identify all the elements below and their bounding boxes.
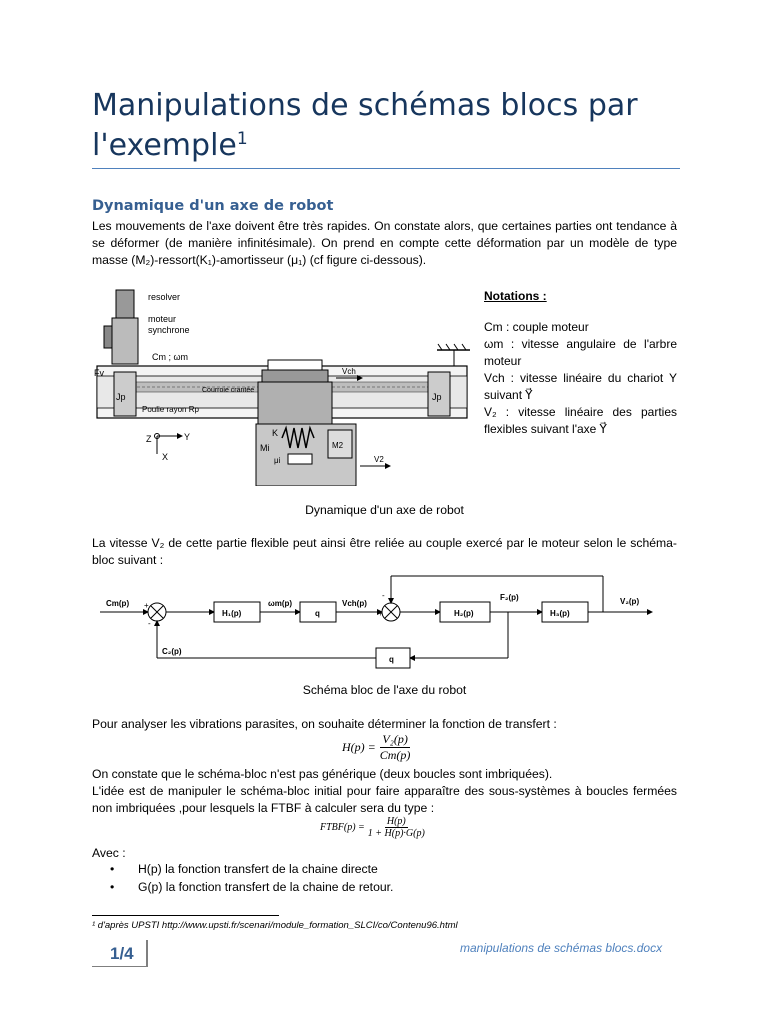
label-mi: Mi (260, 443, 270, 453)
title-divider (92, 168, 680, 169)
figure1-caption: Dynamique d'un axe de robot (305, 503, 464, 517)
page-title-text: Manipulations de schémas blocs par l'exemple (92, 88, 638, 163)
bd-v2: V₂(p) (620, 597, 640, 606)
bd-h2: H₂(p) (454, 609, 474, 618)
bullet-text: G(p) la fonction transfert de la chaine de retour. (138, 880, 394, 894)
label-synchrone: synchrone (148, 325, 190, 335)
notations-block (484, 288, 677, 438)
eq1-lhs: H(p) = (342, 740, 376, 754)
bd-h1: H₁(p) (222, 609, 242, 618)
label-jp-right: Jp (432, 392, 442, 402)
avec-label: Avec : (92, 846, 126, 860)
intro-paragraph: Les mouvements de l'axe doivent être très rapides. On constate alors, que certaines parties ont tendance à se déformer (de manière infinitésimale). On prend en compte cette déformation par un modèle de type masse (M₂)-ressort(K₁)-amortisseur (μ₁) (cf figure ci-dessous). (92, 219, 677, 267)
footnote-separator (92, 915, 279, 916)
bullet-dot-icon: • (110, 880, 115, 894)
bd-f2: F₂(p) (500, 593, 519, 602)
footnote-text[interactable]: ¹ d'après UPSTI http://www.upsti.fr/scenari/module_formation_SLCI/co/Contenu96.html (92, 920, 458, 931)
label-moteur: moteur (148, 314, 177, 324)
bullet-list (110, 860, 393, 896)
label-poulie: Poulie rayon Rp (142, 405, 199, 414)
equation-h (342, 732, 410, 763)
bd-plus2: + (378, 609, 383, 618)
eq2-numerator: H(p) (386, 816, 406, 827)
figure2-caption: Schéma bloc de l'axe du robot (302, 683, 467, 697)
block-diagram-intro: La vitesse V₂ de cette partie flexible peut ainsi être reliée au couple exercé par le moteur selon le schéma-bloc suivant : (92, 536, 677, 567)
label-v2: V2 (374, 455, 384, 464)
eq1-numerator: V₂(p) (382, 732, 408, 746)
list-item (110, 878, 393, 896)
bd-input: Cm(p) (106, 599, 130, 608)
label-resolver: resolver (148, 292, 181, 302)
footnote-mark[interactable]: 1 (236, 129, 248, 149)
bd-q2: q (389, 655, 394, 664)
label-k: K (272, 428, 279, 438)
notation-item: V₂ : vitesse linéaire des parties flexibles suivant l'axe Y⃗ (484, 405, 677, 436)
notation-item: ωm : vitesse angulaire de l'arbre moteur (484, 337, 677, 368)
label-courroie: Courroie crantée (202, 387, 255, 394)
notation-item: Cm : couple moteur (484, 320, 589, 334)
label-x: X (162, 452, 169, 462)
page-title (92, 86, 692, 166)
bd-plus1: + (144, 601, 149, 610)
not-generic-paragraph: On constate que le schéma-bloc n'est pas générique (deux boucles sont imbriquées). (92, 767, 553, 781)
bd-minus2: - (382, 591, 385, 600)
page-number-rule (92, 966, 148, 967)
idea-paragraph: L'idée est de manipuler le schéma-bloc initial pour faire apparaître des sous-systèmes à boucles fermées non imbriquées ,pour lesquels la FTBF à calculer sera du type : (92, 784, 677, 815)
notations-heading: Notations : (484, 289, 547, 303)
equation-ftbf (320, 816, 425, 839)
label-cm: Cm ; ωm (152, 352, 189, 362)
eq2-lhs: FTBF(p) = (320, 822, 365, 833)
bullet-text: H(p) la fonction transfert de la chaine directe (138, 862, 378, 876)
bd-h3: H₃(p) (550, 609, 570, 618)
bd-vch: Vch(p) (342, 599, 367, 608)
bd-wm: ωm(p) (268, 599, 293, 608)
label-z: Z (146, 434, 152, 444)
section-heading: Dynamique d'un axe de robot (92, 198, 334, 214)
label-jp-left: Jp (116, 392, 126, 402)
label-m2: M2 (332, 441, 344, 450)
label-fv: Fv (94, 368, 104, 378)
page-number-divider (146, 940, 148, 966)
label-vch: Vch (342, 367, 356, 376)
list-item (110, 860, 393, 878)
block-diagram (100, 568, 660, 673)
notation-item: Vch : vitesse linéaire du chariot Y suivant Y⃗ (484, 371, 677, 402)
robot-axis-figure (92, 286, 474, 486)
label-mu: μi (274, 456, 281, 465)
document-name: manipulations de schémas blocs.docx (460, 941, 663, 955)
eq1-denominator: Cm(p) (379, 748, 411, 762)
page-number: 1/4 (110, 944, 134, 963)
label-y: Y (184, 432, 191, 442)
eq2-denominator: 1 + H(p)·G(p) (367, 828, 425, 839)
bd-c2: C₂(p) (162, 647, 182, 656)
analysis-paragraph: Pour analyser les vibrations parasites, on souhaite déterminer la fonction de transfert : (92, 717, 557, 731)
bd-minus1: - (148, 619, 151, 628)
bullet-dot-icon: • (110, 862, 115, 876)
bd-q1: q (315, 609, 320, 618)
